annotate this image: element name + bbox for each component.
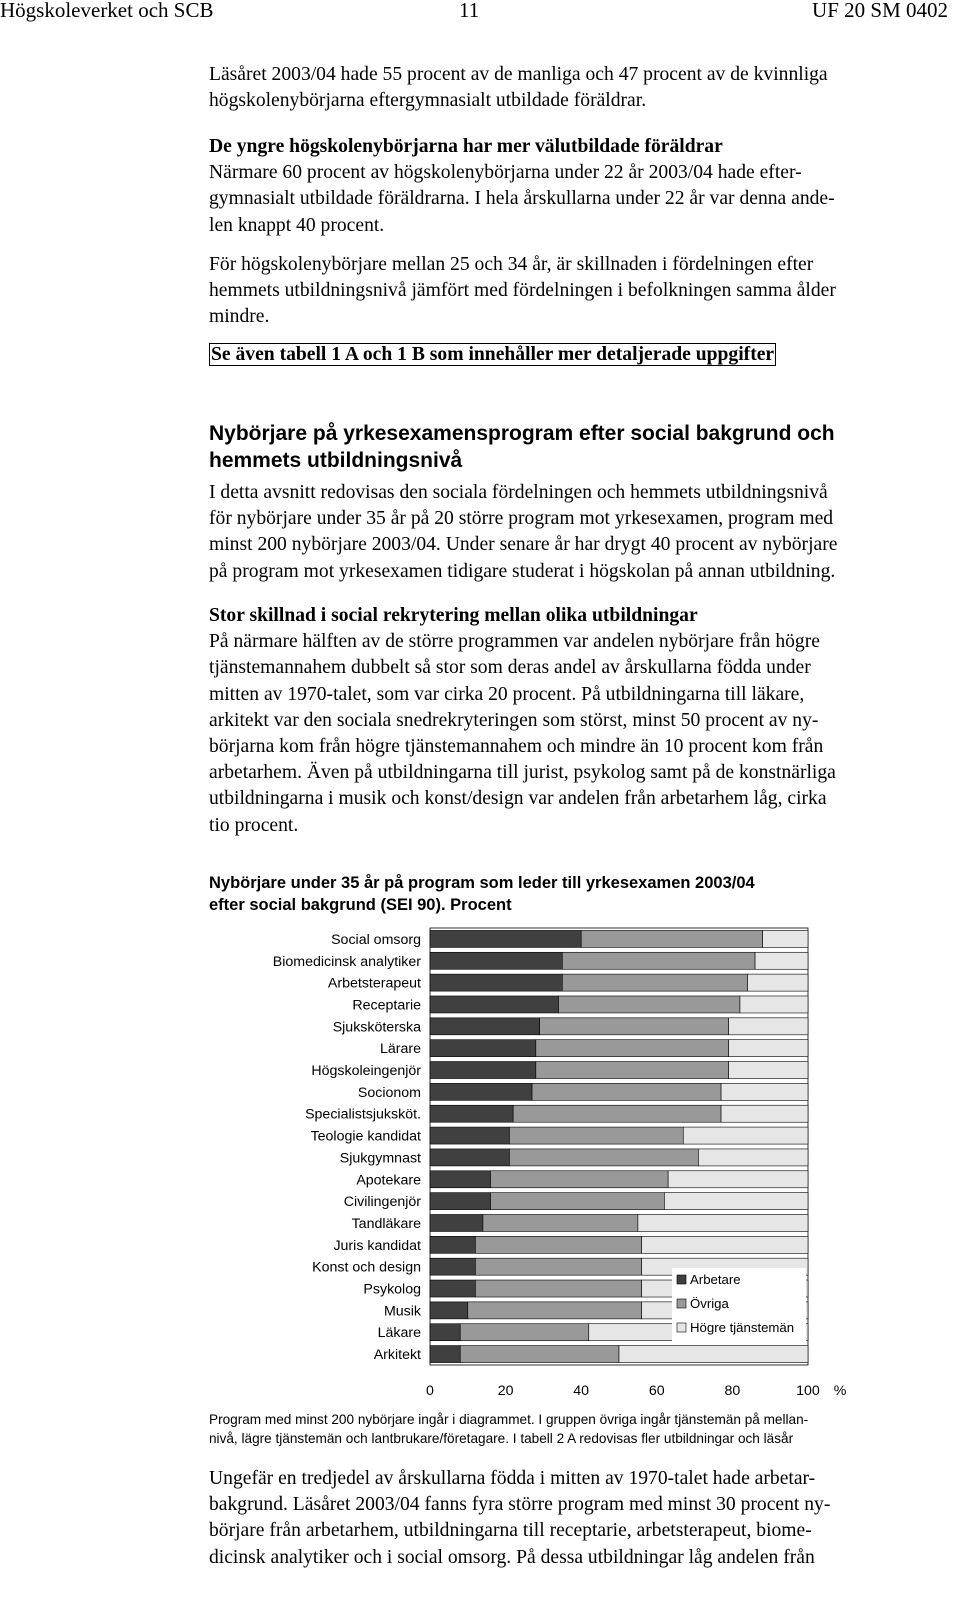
chart-title-line: Nybörjare under 35 år på program som leder till yrkesexamen 2003/04 [209,874,755,892]
section-title-line: Nybörjare på yrkesexamensprogram efter social bakgrund och [209,422,835,445]
text-line: bakgrund. Läsåret 2003/04 fanns fyra större program med minst 30 procent ny- [209,1494,831,1516]
bar-segment [430,1346,460,1363]
note-line: nivå, lägre tjänstemän och lantbrukare/företagare. I tabell 2 A redovisas fler utbildningar och läsår [209,1430,794,1446]
page-number: 11 [459,0,480,22]
text-line: hemmets utbildningsnivå jämfört med fördelningen i befolkningen samma ålder [209,280,836,302]
category-label: Social omsorg [331,931,421,948]
category-label: Tandläkare [351,1215,421,1232]
text-line: arbetarhem. Även på utbildningarna till jurist, psykolog samt på de konstnärliga [209,762,836,784]
bar-segment [475,1258,641,1275]
bar-segment [475,1280,641,1297]
category-label: Specialistsjuksköt. [305,1106,421,1123]
bar-segment [619,1346,808,1363]
text-line: På närmare hälften av de större programmen var andelen nybörjare från högre [209,631,820,653]
stacked-bar-chart [0,920,960,1410]
text-line: gymnasialt utbildade föräldrarna. I hela årskullarna under 22 år var denna ande- [209,188,835,210]
bar-segment [755,952,808,969]
paragraph-heading: De yngre högskolenybörjarna har mer välutbildade föräldrar [209,136,723,157]
category-label: Biomedicinsk analytiker [272,953,421,970]
category-label: Arkitekt [373,1347,421,1364]
bar-segment [430,1040,536,1057]
bar-segment [763,930,808,947]
bar-segment [430,1149,509,1166]
bar-segment [430,1193,490,1210]
text-line: dicinsk analytiker och i social omsorg. På dessa utbildningar låg andelen från [209,1546,815,1568]
bar-segment [430,1324,460,1341]
category-label: Högskoleingenjör [311,1063,421,1080]
bar-segment [683,1127,808,1144]
text-line: börjarna kom från högre tjänstemannahem och mindre än 10 procent kom från [209,736,824,758]
section-paragraph [209,480,837,585]
bar-segment [460,1324,589,1341]
legend-label: Arbetare [690,1272,741,1287]
bar-segment [536,1062,729,1079]
bar-segment [668,1171,808,1188]
bar-segment [559,996,740,1013]
bar-segment [430,1105,513,1122]
bar-segment [430,952,562,969]
bar-segment [536,1040,729,1057]
bar-segment [430,1258,475,1275]
x-axis-unit: % [833,1383,847,1399]
text-line: mindre. [209,306,270,328]
section-title [209,420,835,474]
bar-segment [721,1083,808,1100]
text-line: på program mot yrkesexamen tidigare studerat i högskolan på annan utbildning. [209,560,836,582]
see-also-box: Se även tabell 1 A och 1 B som innehåller mer detaljerade uppgifter [211,344,775,365]
bar-segment [430,930,581,947]
bar-segment [581,930,762,947]
chart-title [209,872,755,916]
legend-swatch [677,1323,686,1332]
legend-label: Högre tjänstemän [690,1320,795,1335]
category-label: Musik [383,1303,421,1320]
recruitment-paragraph [209,603,836,839]
bar-segment [483,1214,638,1231]
category-label: Arbetsterapeut [327,975,421,992]
intro-paragraph [209,62,828,114]
legend-swatch [677,1275,686,1284]
bar-segment [490,1193,664,1210]
category-label: Sjukgymnast [339,1150,421,1167]
category-label: Teologie kandidat [310,1128,421,1145]
bar-segment [729,1062,808,1079]
bar-segment [509,1127,683,1144]
bar-segment [430,1280,475,1297]
category-label: Apotekare [356,1172,421,1189]
younger-students-paragraph [209,134,835,239]
paragraph-heading: Stor skillnad i social rekrytering mellan olika utbildningar [209,605,698,626]
bar-segment [509,1149,698,1166]
category-label: Sjuksköterska [332,1019,421,1036]
bar-segment [430,1083,532,1100]
text-line: minst 200 nybörjare 2003/04. Under senare år har drygt 40 procent av nybörjare [209,534,838,556]
text-line: I detta avsnitt redovisas den sociala fördelningen och hemmets utbildningsnivå [209,482,828,503]
bar-segment [430,974,562,991]
bar-segment [729,1040,808,1057]
x-tick-label: 0 [426,1383,434,1399]
text-line: mitten av 1970-talet, som var cirka 20 procent. På utbildningarna till läkare, [209,683,805,705]
bar-segment [513,1105,721,1122]
text-line: tio procent. [209,814,299,836]
text-line: Läsåret 2003/04 hade 55 procent av de manliga och 47 procent av de kvinnliga [209,64,828,85]
bar-segment [430,1127,509,1144]
x-tick-label: 60 [648,1383,665,1399]
bar-segment [562,952,755,969]
bar-segment [468,1302,642,1319]
bar-segment [490,1171,668,1188]
category-label: Konst och design [312,1259,421,1276]
chart-note [209,1411,808,1448]
bar-segment [748,974,808,991]
bar-segment [638,1214,808,1231]
legend-label: Övriga [690,1296,729,1311]
x-tick-label: 80 [724,1383,741,1399]
chart-title-line: efter social bakgrund (SEI 90). Procent [209,896,512,914]
header-right: UF 20 SM 0402 [812,0,948,22]
bar-segment [430,1236,475,1253]
bar-segment [430,996,559,1013]
text-line: tjänstemannahem dubbelt så stor som deras andel av årskullarna födda under [209,657,811,679]
bar-segment [430,1062,536,1079]
text-line: Närmare 60 procent av högskolenybörjarna under 22 år 2003/04 hade efter- [209,162,802,184]
bar-segment [740,996,808,1013]
bar-segment [460,1346,619,1363]
text-line: börjare från arbetarhem, utbildningarna till receptarie, arbetsterapeut, biome- [209,1520,812,1542]
bar-segment [729,1018,808,1035]
bar-segment [721,1105,808,1122]
bar-segment [475,1236,641,1253]
bar-segment [642,1236,808,1253]
text-line: för nybörjare under 35 år på 20 större program mot yrkesexamen, program med [209,508,834,530]
section-title-line: hemmets utbildningsnivå [209,449,463,472]
bar-segment [532,1083,721,1100]
category-label: Juris kandidat [333,1237,421,1254]
text-line: len knappt 40 procent. [209,214,385,236]
worker-background-paragraph [209,1466,830,1571]
bar-segment [430,1302,468,1319]
category-label: Receptarie [352,997,421,1014]
age-25-34-paragraph [209,252,836,331]
category-label: Psykolog [363,1281,421,1298]
bar-segment [430,1018,540,1035]
category-label: Socionom [357,1084,421,1101]
category-label: Läkare [377,1325,421,1342]
category-label: Civilingenjör [343,1194,421,1211]
bar-segment [664,1193,808,1210]
text-line: För högskolenybörjare mellan 25 och 34 år, är skillnaden i fördelningen efter [209,254,814,275]
x-tick-label: 20 [497,1383,514,1399]
bar-segment [430,1214,483,1231]
x-tick-label: 40 [573,1383,590,1399]
bar-segment [430,1171,490,1188]
legend-swatch [677,1299,686,1308]
text-line: högskolenybörjarna eftergymnasialt utbildade föräldrar. [209,90,647,112]
text-line: arkitekt var den sociala snedrekryteringen som störst, minst 50 procent av ny- [209,709,819,731]
text-line: utbildningarna i musik och konst/design var andelen från arbetarhem låg, cirka [209,788,827,810]
note-line: Program med minst 200 nybörjare ingår i diagrammet. I gruppen övriga ingår tjänstemän på mellan- [209,1412,809,1427]
x-tick-label: 100 [796,1383,820,1399]
see-also-note [209,342,776,368]
bar-segment [698,1149,808,1166]
bar-segment [562,974,747,991]
bar-segment [540,1018,729,1035]
header-left: Högskoleverket och SCB [0,0,214,22]
category-label: Lärare [379,1041,421,1058]
text-line: Ungefär en tredjedel av årskullarna födda i mitten av 1970-talet hade arbetar- [209,1468,816,1489]
